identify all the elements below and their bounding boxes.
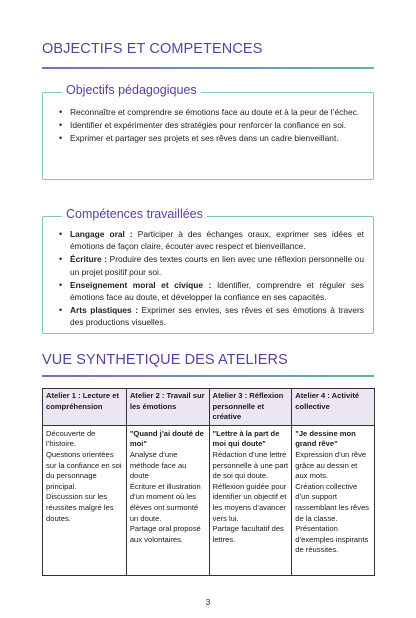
list-item <box>58 253 364 277</box>
cell-line: Réflexion guidée pour identifier un objectif et les moyens d’avancer vers lui. <box>212 481 287 523</box>
competence-label: Langage oral : <box>70 229 133 239</box>
table-cell <box>292 425 375 575</box>
cell-line: Création collective d’un support rassemblant les rêves de la classe. <box>295 481 370 523</box>
table-cell <box>43 425 127 575</box>
competence-text: Identifier, comprendre et réguler ses émotions face au doute, et développer la confiance en ses capacités. <box>70 279 364 303</box>
cell-quote: "Lettre à la part de moi qui doute" <box>212 428 280 449</box>
list-item <box>58 304 364 328</box>
cell-line: Partage facultatif des lettres. <box>212 524 284 544</box>
list-item: • Exprimer et partager ses projets et ses rêves dans un cadre bienveillant. <box>58 132 364 144</box>
cell-line: Présentation d’exemples inspirants de réussites. <box>295 524 369 555</box>
table-header: Atelier 4 : Activité collective <box>292 389 375 426</box>
section-divider <box>42 375 374 377</box>
section-title-objectifs: OBJECTIFS ET COMPETENCES <box>42 41 263 57</box>
competence-label: Écriture : <box>70 254 108 265</box>
list-item <box>58 228 364 252</box>
objectifs-list <box>58 106 364 146</box>
competence-text: Participer à des échanges oraux, exprimer ses idées et émotions de façon claire, écouter avec respect et bienveillance. <box>70 229 364 252</box>
cell-line: Expression d’un rêve grâce au dessin et aux mots. <box>295 449 367 481</box>
ateliers-table <box>42 388 375 576</box>
table-cell <box>126 425 209 575</box>
cell-line: Écriture et illustration d’un moment où les élèves ont surmonté un doute. <box>129 481 201 523</box>
list-item <box>58 279 364 303</box>
list-item: • Reconnaître et comprendre se émotions face au doute et à la peur de l’échec. <box>58 106 364 118</box>
section-divider <box>42 67 374 69</box>
competence-text: Exprimer ses envies, ses rêves et ses émotions à travers des productions visuelles. <box>70 305 364 328</box>
cell-line: Analyse d’une méthode face au doute <box>129 449 187 481</box>
page-number: 3 <box>205 597 211 607</box>
table-header-row <box>43 389 375 426</box>
table-header: Atelier 1 : Lecture et compréhension <box>43 389 127 426</box>
table-header: Atelier 3 : Réflexion personnelle et créative <box>209 389 292 426</box>
competence-text: Produire des textes courts en lien avec une réflexion personnelle ou un projet positif pour soi. <box>70 254 364 277</box>
table-header: Atelier 2 : Travail sur les émotions <box>126 389 209 426</box>
cell-quote: "Quand j’ai douté de moi" <box>129 428 204 449</box>
list-item: • Identifier et expérimenter des stratégies pour renforcer la confiance en soi. <box>58 119 364 131</box>
competence-label: Arts plastiques : <box>70 305 138 316</box>
cell-line: Rédaction d’une lettre personnelle à une part de soi qui doute. <box>212 449 289 481</box>
table-cell <box>209 425 292 575</box>
competences-title: Compétences travaillées <box>62 207 207 221</box>
competences-list <box>58 228 364 330</box>
objectifs-title: Objectifs pédagogiques <box>62 83 201 97</box>
competence-label: Enseignement moral et civique : <box>70 279 212 290</box>
table-row <box>43 425 375 575</box>
cell-line: Découverte de l’histoire. <box>46 428 96 449</box>
cell-line: Partage oral proposé aux volontaires. <box>129 524 201 544</box>
cell-line: Questions orientées sur la confiance en soi du personnage principal. <box>46 449 122 491</box>
cell-line: Discussion sur les réussites malgré les doutes. <box>46 492 114 523</box>
cell-quote: "Je dessine mon grand rêve" <box>295 428 356 449</box>
section-title-ateliers: VUE SYNTHETIQUE DES ATELIERS <box>42 352 288 368</box>
